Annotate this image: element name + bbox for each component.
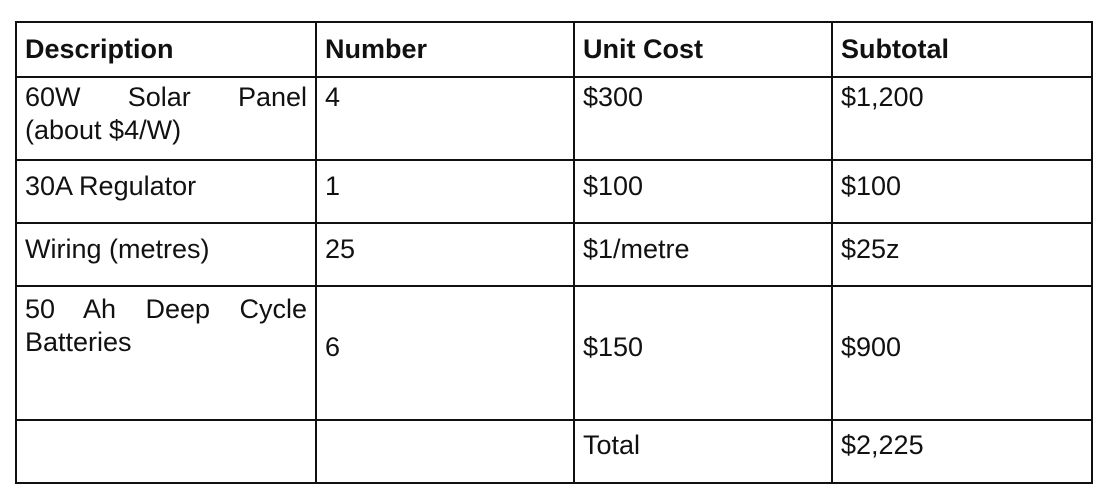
cell-empty: [316, 420, 574, 483]
table-total-row: [16, 420, 1092, 483]
cell-number: 4: [316, 77, 574, 160]
cell-subtotal: $100: [832, 160, 1092, 223]
cell-description: 50 Ah Deep Cycle Batteries: [16, 286, 316, 420]
cell-subtotal: $1,200: [832, 77, 1092, 160]
total-value: $2,225: [832, 420, 1092, 483]
header-number: Number: [316, 22, 574, 77]
table-row: [16, 286, 1092, 420]
cell-unit-cost: $1/metre: [574, 223, 832, 286]
cell-number: 1: [316, 160, 574, 223]
table-header-row: [16, 22, 1092, 77]
table-row: [16, 160, 1092, 223]
cell-unit-cost: $100: [574, 160, 832, 223]
cell-unit-cost: $150: [574, 286, 832, 420]
cell-description: 30A Regulator: [16, 160, 316, 223]
cell-number: 6: [316, 286, 574, 420]
cell-subtotal: $900: [832, 286, 1092, 420]
cell-unit-cost: $300: [574, 77, 832, 160]
header-subtotal: Subtotal: [832, 22, 1092, 77]
cell-description: 60W Solar Panel (about $4/W): [16, 77, 316, 160]
header-description: Description: [16, 22, 316, 77]
header-unit-cost: Unit Cost: [574, 22, 832, 77]
table-row: [16, 223, 1092, 286]
cell-subtotal: $25z: [832, 223, 1092, 286]
table-row: [16, 77, 1092, 160]
cell-number: 25: [316, 223, 574, 286]
cell-description: Wiring (metres): [16, 223, 316, 286]
cost-table: [15, 21, 1093, 484]
total-label: Total: [574, 420, 832, 483]
cell-empty: [16, 420, 316, 483]
